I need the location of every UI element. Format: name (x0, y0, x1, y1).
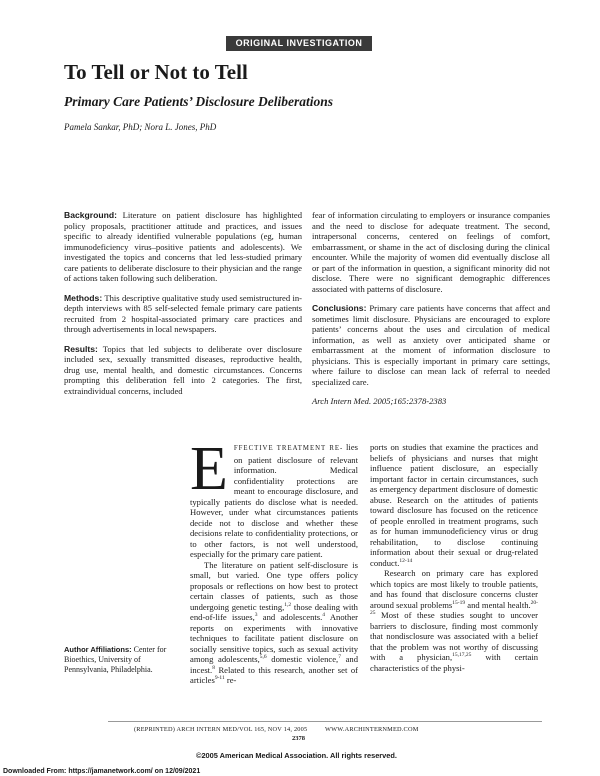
drop-cap: E (190, 435, 228, 503)
citation: Arch Intern Med. 2005;165:2378-2383 (312, 396, 447, 406)
conclusions-label: Conclusions: (312, 303, 367, 313)
body-text: Research on primary care has explored which topics are most likely to trouble patients, and has found that disclosure concerns cluster around sexual problems (370, 568, 538, 610)
body-text: and mental health. (465, 599, 531, 610)
body-text: with certain characteristics of the physi- (370, 652, 538, 673)
citation-ref: 12-14 (399, 557, 413, 564)
body-text: and incest. (190, 654, 358, 675)
body-column-1 (190, 435, 359, 686)
body-text: domestic violence, (266, 654, 339, 664)
citation-ref: 5,6 (259, 654, 267, 661)
citation-ref: 8 (212, 664, 215, 671)
section-banner: ORIGINAL INVESTIGATION (226, 36, 372, 51)
abstract-results-continued: fear of information circulating to employers or insurance companies and the need to disclose for adequate treatment. The second, intrapersonal concerns, centered on feelings of comfort, embarrassment, or shame in the act of disclosing during the clinical encounter. While the majority of women did eventually disclose all or part of the information in question, a significant minority did not disclose. There were no significant demographic differences associated with patterns of disclosure. (312, 210, 550, 294)
affiliations-text: Center for Bioethics, University of Pennsylvania, Philadelphia. (64, 645, 167, 674)
citation-ref: 1,2 (284, 601, 292, 608)
body-text: lies on patient disclosure of relevant information. Medical confidentiality protections are meant to encourage disclosure, and typically patients do disclose what is needed. However, under what circumstances patients decide not to disclose and whether these decisions relate to confidentiality protections, or to other factors, is not well understood, especially for the primary care patient. (190, 442, 358, 559)
methods-text: This descriptive qualitative study used semistructured in-depth interviews with 85 self-selected female primary care patients recruited from 2 hospital-associated primary care practices and through advertisements in local newspapers. (64, 292, 302, 334)
body-paragraph-1 (190, 435, 358, 560)
abstract-left-column (64, 210, 302, 405)
methods-label: Methods: (64, 292, 103, 303)
download-notice: Downloaded From: https://jamanetwork.com/ on 12/09/2021 (3, 768, 201, 775)
body-text: Most of these studies sought to uncover barriers to disclosure, finding most commonly that nondisclosure was associated with a belief that the problem was not worthy of discussing with a physician, (370, 610, 538, 662)
conclusions-text: Primary care patients have concerns that affect and sometimes limit disclosure. Physicians are encouraged to explore patients’ concerns about the uses and circulation of medical information, as well as anxiety over anticipated shame or embarrassment at the moment of information disclosure to physicians. This is especially important in primary care settings, where failure to disclose can mean lack of referral to needed specialized care. (312, 303, 550, 387)
article-subtitle: Primary Care Patients’ Disclosure Deliberations (64, 94, 333, 109)
citation-ref: 7 (338, 654, 341, 661)
abstract-methods (64, 293, 302, 335)
body-text: ports on studies that examine the practices and beliefs of physicians and nurses that might influence patient disclosure, an especially important factor in certain circumstances, such as emergency department disclosure of domestic abuse. Research on the attitudes of patients toward disclosure has focused on the reticence of people enrolled in treatment programs, such as for human immunodeficiency virus or drug rehabilitation, to disclose continuing information about their sexual or drug-related conduct. (370, 442, 538, 568)
citation-ref: 9-11 (214, 675, 225, 682)
body-text: those dealing with end-of-life issues, (190, 601, 358, 622)
article-title: To Tell or Not to Tell (64, 60, 248, 84)
body-text: The literature on patient self-disclosure is small, but varied. One type offers policy proposals or reflections on how best to protect certain classes of patients, such as those undergoing genetic testing, (190, 559, 358, 612)
footer-divider (108, 721, 542, 722)
author-list: Pamela Sankar, PhD; Nora L. Jones, PhD (64, 122, 217, 132)
citation-ref: 4 (322, 612, 326, 619)
affiliations-label: Author Affiliations: (64, 645, 132, 654)
body-column-2 (370, 442, 538, 673)
abstract-results (64, 344, 302, 397)
page-number: 2378 (292, 735, 305, 742)
results-label: Results: (64, 343, 98, 354)
citation-ref: 3 (254, 612, 258, 619)
author-affiliations (64, 645, 184, 675)
body-paragraph-3 (370, 442, 538, 568)
journal-info: (REPRINTED) ARCH INTERN MED/VOL 165, NOV 14, 2005 WWW.ARCHINTERNMED.COM (134, 726, 419, 733)
body-paragraph-4 (370, 568, 538, 673)
background-text: Literature on patient disclosure has highlighted policy proposals, practitioner attitude and practices, and issues specific to already identified vulnerable populations (eg, human immunodeficiency virus–positive patients and adolescents). We investigated the topics and concerns that led less-studied primary care patients to deliberate disclosure to their physician and the range of actions taken following such deliberation. (64, 210, 302, 283)
body-text: Another reports on experiments with innovative techniques to facilitate patient disclosure on socially sensitive topics, such as sexual activity among adolescents, (190, 612, 359, 664)
body-text: Related to this research, another set of articles (190, 664, 358, 685)
copyright: ©2005 American Medical Association. All rights reserved. (196, 751, 397, 760)
citation-ref: 20-25 (370, 599, 538, 617)
body-paragraph-2 (190, 560, 358, 686)
body-text: re- (224, 675, 237, 685)
abstract-right-column (312, 210, 550, 416)
background-label: Background: (64, 210, 117, 220)
body-text: and adolescents. (257, 612, 323, 622)
citation-ref: 15-19 (452, 599, 466, 606)
abstract-background (64, 210, 302, 284)
citation-ref: 15,17,25 (452, 652, 472, 659)
results-text: Topics that led subjects to deliberate over disclosure included sex, sexually transmitted diseases, reproductive health, drug use, mental health, and domestic circumstances. Concerns prompting this deliberation fell into 2 categories. The first, extraindividual concerns, included (64, 343, 302, 396)
lead-smallcaps: FFECTIVE TREATMENT RE- (233, 445, 344, 452)
abstract-conclusions (312, 303, 550, 387)
